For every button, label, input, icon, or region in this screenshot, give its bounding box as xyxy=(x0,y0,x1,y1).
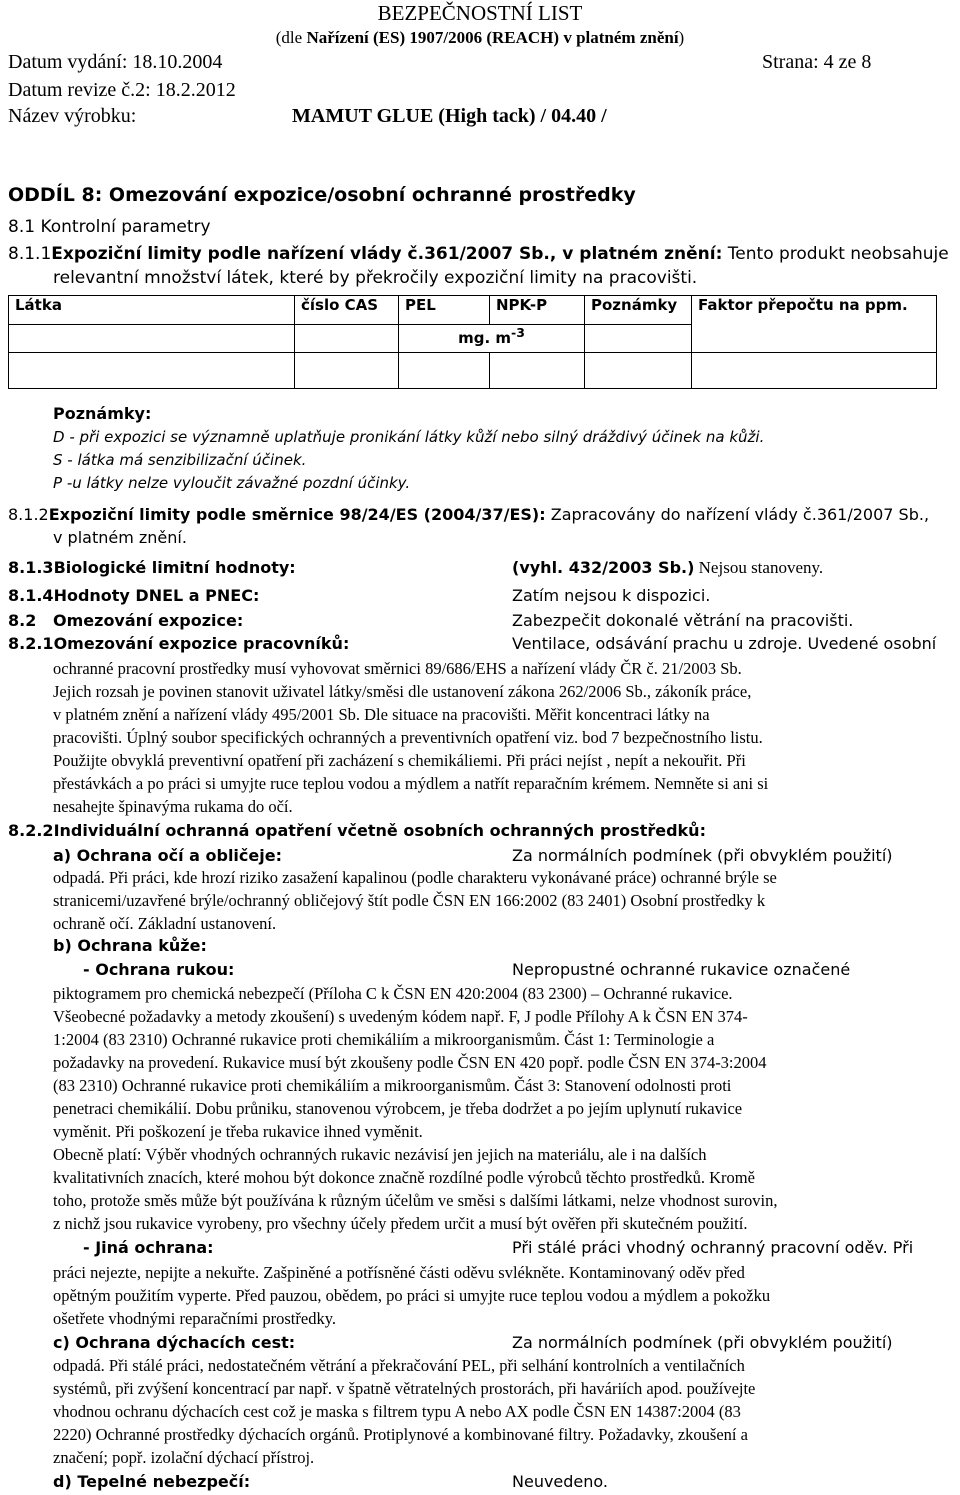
dnel-pnec-value: Zatím nejsou k dispozici. xyxy=(512,586,711,605)
header-notes: Poznámky xyxy=(585,296,692,325)
subsection-8-1-1-line2: relevantní množství látek, které by překročily expoziční limity na pracovišti. xyxy=(53,268,698,288)
subsection-8-2: 8.2 Omezování expozice: xyxy=(8,611,244,630)
revision-date: Datum revize č.2: 18.2.2012 xyxy=(8,79,236,101)
note-d: D - při expozici se významně uplatňuje pronikání látky kůží nebo silný dráždivý účinek na kůži. xyxy=(53,428,765,446)
header-cas: číslo CAS xyxy=(295,296,399,325)
document-title: BEZPEČNOSTNÍ LIST xyxy=(377,1,583,25)
subsection-8-1: 8.1 Kontrolní parametry xyxy=(8,217,211,237)
subsection-8-1-2-line2: v platném znění. xyxy=(53,528,187,547)
subsection-8-1-1: 8.1.1Expoziční limity podle nařízení vlády č.361/2007 Sb., v platném znění: Tento produkt neobsahuje xyxy=(8,244,949,264)
hand-protection-label: - Ochrana rukou: xyxy=(83,960,235,979)
header-npkp: NPK-P xyxy=(490,296,585,325)
subsection-8-1-3: 8.1.3Biologické limitní hodnoty: xyxy=(8,558,296,577)
respiratory-protection-label: c) Ochrana dýchacích cest: xyxy=(53,1333,296,1352)
eye-protection-value: Za normálních podmínek (při obvyklém použití) xyxy=(512,846,893,865)
header-substance: Látka xyxy=(9,296,295,325)
exposure-limits-table xyxy=(8,295,937,389)
issue-date: Datum vydání: 18.10.2004 xyxy=(8,51,223,73)
other-protection-value: Při stálé práci vhodný ochranný pracovní oděv. Při xyxy=(512,1238,914,1257)
subsection-8-2-2: 8.2.2Individuální ochranná opatření včetně osobních ochranných prostředků: xyxy=(8,821,706,840)
header-ppm-factor: Faktor přepočtu na ppm. xyxy=(692,296,937,325)
note-s: S - látka má senzibilizační účinek. xyxy=(53,451,307,469)
product-name: MAMUT GLUE (High tack) / 04.40 / xyxy=(292,105,607,127)
subsection-8-2-1: 8.2.1Omezování expozice pracovníků: xyxy=(8,634,350,653)
respiratory-protection-text: odpadá. Při stálé práci, nedostatečném větrání a překračování PEL, při selhání kontrolních a ventilačních systémů, při zvýšení koncentrací par např. v špatně větratelných prostorách, při haváriích apod. používejte vhodnou ochranu dýchacích cest což je maska s filtrem typu A nebo AX podle ČSN EN 14387:2004 (83 2220) Ochranné prostředky dýchacích orgánů. Protiplynové a kombinované filtry. Požadavky, zkoušení a značení; popř. izolační dýchací přístroj. xyxy=(53,1356,756,1467)
table-unit-row xyxy=(9,325,937,353)
table-row xyxy=(9,353,937,389)
eye-protection-text: odpadá. Při práci, kde hrozí riziko zasažení kapalinou (podle charakteru vykonávané práce) ochranné brýle se stranicemi/uzavřené brýle/ochranný obličejový štít podle ČSN EN 166:2002 (83 2401) Osobní prostředky k ochraně očí. Základní ustanovení. xyxy=(53,868,777,933)
table-header-row xyxy=(9,296,937,325)
bio-limits-value: (vyhl. 432/2003 Sb.) Nejsou stanoveny. xyxy=(512,558,824,577)
notes-title: Poznámky: xyxy=(53,404,152,423)
page-number: Strana: 4 ze 8 xyxy=(762,51,872,73)
worker-exposure-value: Ventilace, odsávání prachu u zdroje. Uvedené osobní xyxy=(512,634,937,653)
thermal-hazard-value: Neuvedeno. xyxy=(512,1472,608,1491)
skin-protection-label: b) Ochrana kůže: xyxy=(53,936,207,955)
note-p: P -u látky nelze vyloučit závažné pozdní účinky. xyxy=(53,474,411,492)
respiratory-protection-value: Za normálních podmínek (při obvyklém použití) xyxy=(512,1333,893,1352)
document-subtitle: (dle Nařízení (ES) 1907/2006 (REACH) v platném znění) xyxy=(275,28,685,47)
worker-exposure-text: ochranné pracovní prostředky musí vyhovovat směrnici 89/686/EHS a nařízení vlády ČR č. 21/2003 Sb. Jejich rozsah je povinen stanovit uživatel látky/směsi dle ustanovení zákona 262/2006 Sb., zákoník práce, v platném znění a nařízení vlády 495/2001 Sb. Dle situace na pracovišti. Měřit koncentraci látky na pracovišti. Úplný soubor specifických ochranných a preventivních opatření viz. bod 7 bezpečnostního listu. Použijte obvyklá preventivní opatření při zacházení s chemikáliemi. Při práci nejíst , nepít a nekouřit. Při přestávkách a po práci si umyjte ruce teplou vodou a mýdlem a natřít reparačním krémem. Nemněte si ani si nesahejte špinavýma rukama do očí. xyxy=(53,659,769,816)
eye-protection-label: a) Ochrana očí a obličeje: xyxy=(53,846,282,865)
hand-protection-value: Nepropustné ochranné rukavice označené xyxy=(512,960,851,979)
unit-cell: mg. $m^{-3}$ xyxy=(399,325,585,353)
product-label: Název výrobku: xyxy=(8,105,137,127)
subsection-8-1-4: 8.1.4Hodnoty DNEL a PNEC: xyxy=(8,586,260,605)
hand-protection-text: piktogramem pro chemická nebezpečí (Příloha C k ČSN EN 420:2004 (83 2300) – Ochranné rukavice. Všeobecné požadavky a metody zkoušení) s uvedeným kódem např. F, J podle Přílohy A k ČSN EN 374- 1:2004 (83 2310) Ochranné rukavice proti chemikáliím a mikroorganismům. Část 1: Terminologie a požadavky na provedení. Rukavice musí být zkoušeny podle ČSN EN 420 popř. podle ČSN EN 374-3:2004 (83 2310) Ochranné rukavice proti chemikáliím a mikroorganismům. Část 3: Stanovení odolnosti proti penetraci chemikálií. Dobu průniku, stanovenou výrobcem, je třeba dodržet a po jejím uplynutí rukavice vyměnit. Při poškození je třeba rukavice ihned vyměnit. Obecně platí: Výběr vhodných ochranných rukavic nezávisí jen jejich na materiálu, ale i na dalších kvalitativních znacích, které mohou být dokonce značně rozdílné podle výrobců těchto prostředků. Kromě toho, protože směs může být používána k různým účelům ve směsi s dalšími látkami, nelze vhodnost surovin, z nichž jsou rukavice vyrobeny, pro všechny účely předem určit a musí být ověřen při skutečném použití. xyxy=(53,984,778,1233)
thermal-hazard-label: d) Tepelné nebezpečí: xyxy=(53,1472,251,1491)
exposure-control-value: Zabezpečit dokonalé větrání na pracovišti. xyxy=(512,611,854,630)
section-title: ODDÍL 8: Omezování expozice/osobní ochranné prostředky xyxy=(8,184,636,206)
subsection-8-1-2: 8.1.2Expoziční limity podle směrnice 98/24/ES (2004/37/ES): Zapracovány do nařízení vlády č.361/2007 Sb., xyxy=(8,505,930,524)
header-pel: PEL xyxy=(399,296,490,325)
other-protection-text: práci nejezte, nepijte a nekuřte. Zašpiněné a potřísněné části oděvu svlékněte. Kontaminovaný oděv před opětným použitím vyperte. Před pauzou, obědem, po práci si umyjte ruce teplou vodou a mýdlem a pokožku ošetřete vhodnými reparačními prostředky. xyxy=(53,1263,771,1328)
other-protection-label: - Jiná ochrana: xyxy=(83,1238,214,1257)
